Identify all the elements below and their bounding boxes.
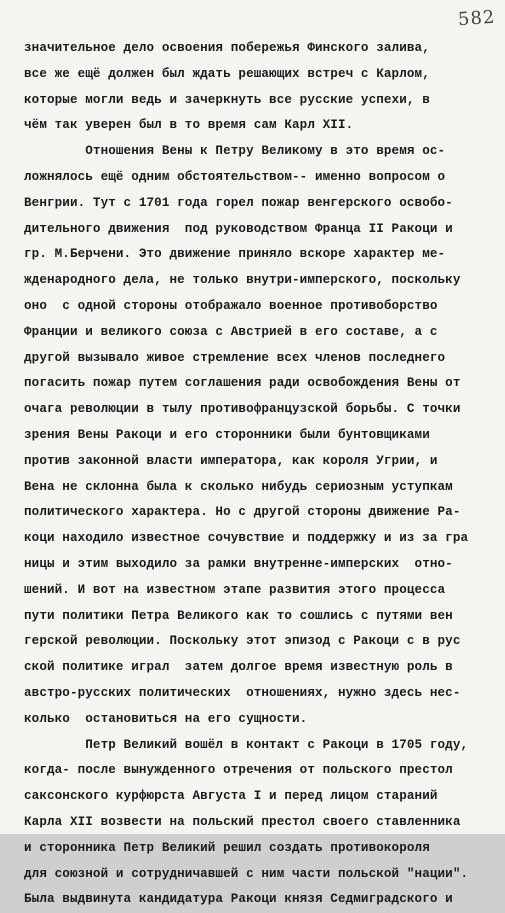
text-line: гр. М.Берчени. Это движение приняло вскоре характер ме- xyxy=(24,247,446,262)
text-line: шений. И вот на известном этапе развития этого процесса xyxy=(24,582,446,597)
text-line: Петр Великий вошёл в контакт с Ракоци в 1705 году, xyxy=(24,737,469,752)
text-line: Была выдвинута кандидатура Ракоци князя Седмиградского и xyxy=(24,892,453,907)
body-text xyxy=(24,36,494,913)
text-line: саксонского курфюрста Августа I и перед лицом стараний xyxy=(24,789,438,804)
text-line: Франции и великого союза с Австрией в его составе, а с xyxy=(24,324,438,339)
text-line: очага революции в тылу противофранцузской борьбы. С точки xyxy=(24,402,461,417)
text-line: политического характера. Но с другой стороны движение Ра- xyxy=(24,505,461,520)
page-number: 582 xyxy=(456,6,496,31)
text-line: другой вызывало живое стремление всех членов последнего xyxy=(24,350,446,365)
text-line: пути политики Петра Великого как то сошлись с путями вен xyxy=(24,608,453,623)
text-line: которые могли ведь и зачеркнуть все русские успехи, в xyxy=(24,92,430,107)
text-line: колько остановиться на его сущности. xyxy=(24,711,308,726)
text-line: все же ещё должен был ждать решающих встреч с Карлом, xyxy=(24,66,430,81)
text-line: для союзной и сотрудничавшей с ним части польской "нации". xyxy=(24,866,469,881)
text-line: ницы и этим выходило за рамки внутренне-имперских отно- xyxy=(24,556,453,571)
text-line: ложнялось ещё одним обстоятельством-- именно вопросом о xyxy=(24,169,446,184)
text-line: Вена не склонна была к сколько нибудь сериозным уступкам xyxy=(24,479,453,494)
text-line: герской революции. Поскольку этот эпизод с Ракоци с в рус xyxy=(24,634,461,649)
text-line: погасить пожар путем соглашения ради освобождения Вены от xyxy=(24,376,461,391)
text-line: дительного движения под руководством Франца II Ракоци и xyxy=(24,221,453,236)
text-line: Венгрии. Тут с 1701 года горел пожар венгерского освобо- xyxy=(24,195,453,210)
text-line: коци находило известное сочувствие и поддержку и из за гра xyxy=(24,531,469,546)
text-line: зрения Вены Ракоци и его сторонники были бунтовщиками xyxy=(24,427,430,442)
text-line: против законной власти императора, как короля Угрии, и xyxy=(24,453,438,468)
text-line: и сторонника Петр Великий решил создать противокороля xyxy=(24,840,430,855)
text-line: жденародного дела, не только внутри-имперского, поскольку xyxy=(24,273,461,288)
text-line: Карла XII возвести на польский престол своего ставленника xyxy=(24,814,461,829)
text-line: значительное дело освоения побережья Финского залива, xyxy=(24,41,430,55)
text-line: когда- после вынужденного отречения от польского престол xyxy=(24,763,453,778)
text-line: ской политике играл затем долгое время известную роль в xyxy=(24,660,453,675)
text-line: австро-русских политических отношениях, нужно здесь нес- xyxy=(24,685,461,700)
text-line: Отношения Вены к Петру Великому в это время ос- xyxy=(24,144,446,159)
text-line: оно с одной стороны отображало военное противоборство xyxy=(24,298,438,313)
text-line: чём так уверен был в то время сам Карл XII. xyxy=(24,118,354,133)
